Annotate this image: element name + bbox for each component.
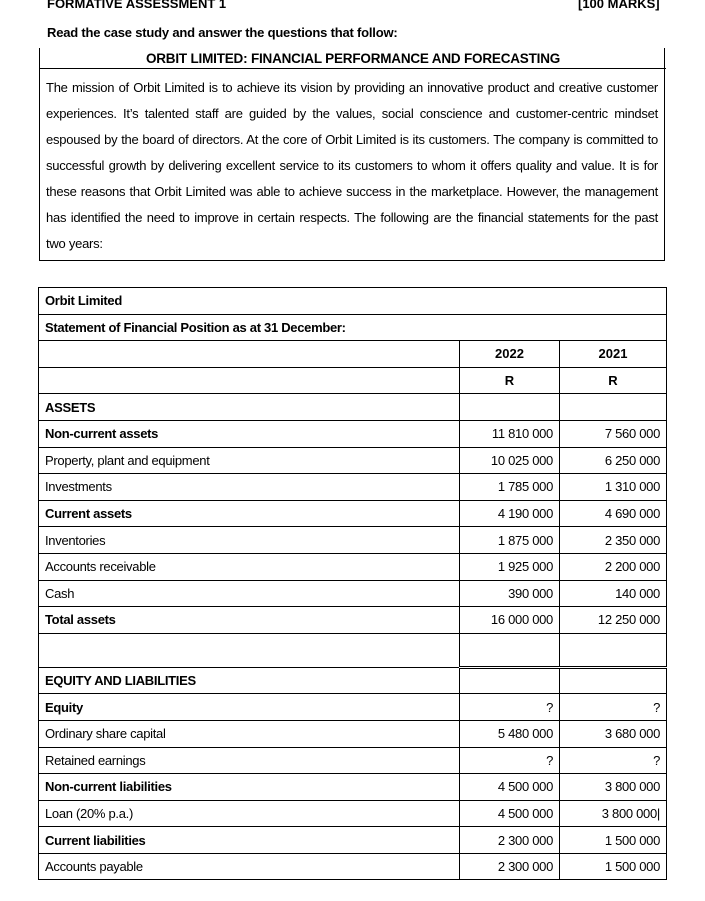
- value-2022: 2 300 000: [460, 853, 560, 880]
- value-2022: 11 810 000: [460, 420, 560, 447]
- row-label: Ordinary share capital: [39, 720, 460, 747]
- case-study-title: ORBIT LIMITED: FINANCIAL PERFORMANCE AND FORECASTING: [145, 51, 561, 66]
- row-label: Equity: [39, 694, 460, 721]
- table-row: [39, 827, 667, 854]
- currency-2022: R: [460, 367, 560, 394]
- table-row: [39, 420, 667, 447]
- value-2022: 10 025 000: [460, 447, 560, 474]
- table-row: [39, 800, 667, 827]
- value-2022: [460, 633, 560, 667]
- row-label: Current assets: [39, 500, 460, 527]
- statement-title: Statement of Financial Position as at 31 December:: [39, 314, 667, 341]
- table-row: [39, 341, 667, 368]
- table-row: [39, 607, 667, 634]
- company-name: Orbit Limited: [39, 288, 667, 315]
- value-2021: ?: [560, 694, 667, 721]
- value-2021: 1 500 000: [560, 827, 667, 854]
- value-2021: 12 250 000: [560, 607, 667, 634]
- case-study-divider: [40, 68, 666, 69]
- row-label: Accounts receivable: [39, 553, 460, 580]
- value-2022: [460, 394, 560, 421]
- assessment-title: FORMATIVE ASSESSMENT 1: [47, 0, 227, 11]
- value-2022: ?: [460, 694, 560, 721]
- value-2021: [560, 394, 667, 421]
- value-2022: 1 785 000: [460, 474, 560, 501]
- value-2021: ?: [560, 747, 667, 774]
- row-label: [39, 633, 460, 667]
- table-row: [39, 367, 667, 394]
- row-label: Retained earnings: [39, 747, 460, 774]
- row-label: Non-current liabilities: [39, 774, 460, 801]
- table-row: [39, 314, 667, 341]
- row-label: Loan (20% p.a.): [39, 800, 460, 827]
- row-label: Non-current assets: [39, 420, 460, 447]
- row-label: Inventories: [39, 527, 460, 554]
- row-label: Total assets: [39, 607, 460, 634]
- value-2022: 2 300 000: [460, 827, 560, 854]
- table-row: [39, 747, 667, 774]
- instruction-text: Read the case study and answer the questions that follow:: [47, 25, 398, 40]
- row-label: Investments: [39, 474, 460, 501]
- value-2021: 6 250 000: [560, 447, 667, 474]
- value-2021: 140 000: [560, 580, 667, 607]
- value-2021: [560, 667, 667, 694]
- row-label: Accounts payable: [39, 853, 460, 880]
- table-row: [39, 553, 667, 580]
- currency-2021: R: [560, 367, 667, 394]
- value-2021: 3 800 000|: [560, 800, 667, 827]
- value-2022: 4 500 000: [460, 774, 560, 801]
- value-2022: 4 190 000: [460, 500, 560, 527]
- table-row: [39, 474, 667, 501]
- table-row: [39, 633, 667, 667]
- table-row: [39, 580, 667, 607]
- table-row: [39, 527, 667, 554]
- value-2022: 4 500 000: [460, 800, 560, 827]
- marks-label: [100 MARKS]: [578, 0, 660, 11]
- table-row: [39, 500, 667, 527]
- table-row: [39, 447, 667, 474]
- value-2022: 5 480 000: [460, 720, 560, 747]
- value-2022: [460, 667, 560, 694]
- value-2021: 3 800 000: [560, 774, 667, 801]
- value-2022: 1 925 000: [460, 553, 560, 580]
- year-2022-header: 2022: [460, 341, 560, 368]
- value-2021: [560, 633, 667, 667]
- table-row: [39, 774, 667, 801]
- value-2022: 390 000: [460, 580, 560, 607]
- case-study-paragraph: The mission of Orbit Limited is to achieve its vision by providing an innovative product and creative customer experiences. It’s talented staff are guided by the values, social conscience and customer-centric mindset espoused by the board of directors. At the core of Orbit Limited is its customers. The company is committed to successful growth by delivering excellent service to its customers to whom it offers quality and value. It is for these reasons that Orbit Limited was able to achieve success in the marketplace. However, the management has identified the need to improve in certain respects. The following are the financial statements for the past two years:: [46, 80, 658, 251]
- value-2021: 4 690 000: [560, 500, 667, 527]
- row-label: Property, plant and equipment: [39, 447, 460, 474]
- year-2021-header: 2021: [560, 341, 667, 368]
- value-2021: 3 680 000: [560, 720, 667, 747]
- value-2022: ?: [460, 747, 560, 774]
- row-label: Cash: [39, 580, 460, 607]
- table-row: [39, 853, 667, 880]
- row-label: Current liabilities: [39, 827, 460, 854]
- value-2021: 1 310 000: [560, 474, 667, 501]
- case-study-box: [39, 48, 665, 261]
- value-2021: 7 560 000: [560, 420, 667, 447]
- table-row: [39, 720, 667, 747]
- financial-position-table: [38, 287, 667, 880]
- table-row: [39, 288, 667, 315]
- table-row: [39, 694, 667, 721]
- value-2021: 2 200 000: [560, 553, 667, 580]
- value-2021: 2 350 000: [560, 527, 667, 554]
- table-row: [39, 667, 667, 694]
- value-2021: 1 500 000: [560, 853, 667, 880]
- value-2022: 1 875 000: [460, 527, 560, 554]
- value-2022: 16 000 000: [460, 607, 560, 634]
- table-row: [39, 394, 667, 421]
- row-label: EQUITY AND LIABILITIES: [39, 667, 460, 694]
- row-label: ASSETS: [39, 394, 460, 421]
